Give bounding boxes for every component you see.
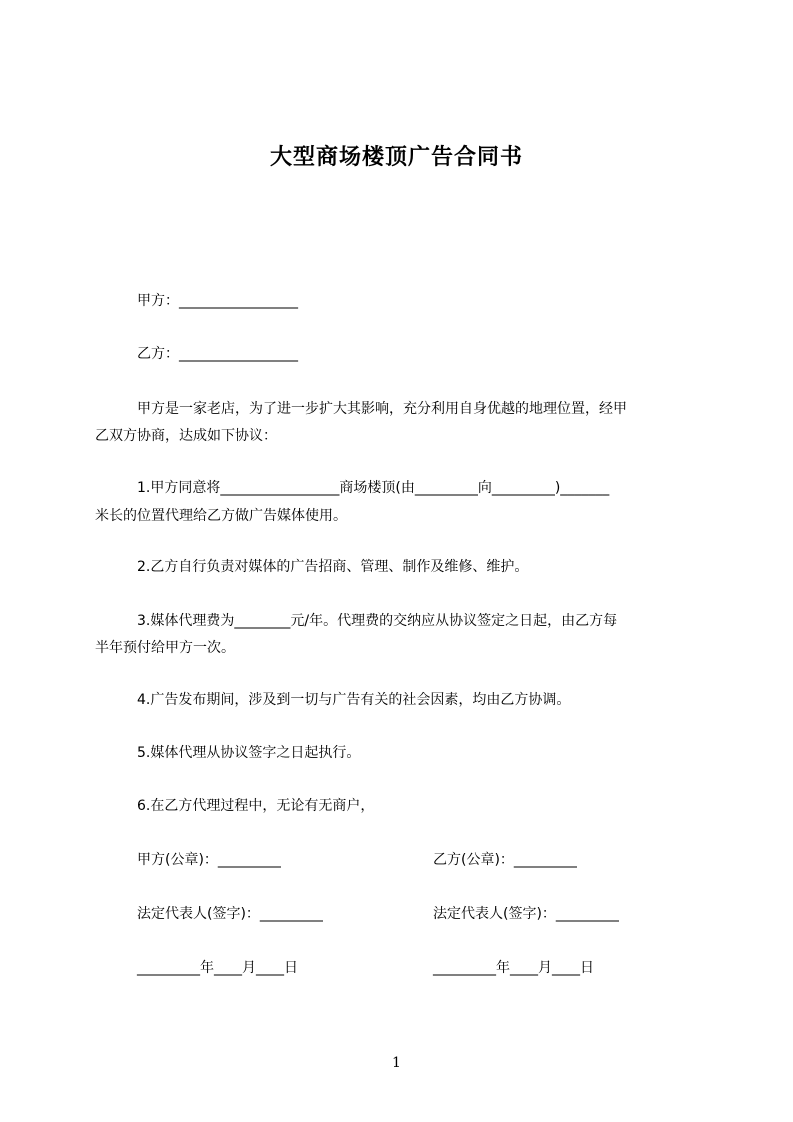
clause-2-line-1: 2.乙方自行负责对媒体的广告招商、管理、制作及维修、维护。 xyxy=(137,559,529,575)
clause-1-line-2: 米长的位置代理给乙方做广告媒体使用。 xyxy=(95,508,347,524)
clause-5-line-1: 5.媒体代理从协议签字之日起执行。 xyxy=(137,745,361,761)
party-b-line: 乙方：_________________ xyxy=(137,346,298,362)
intro-line-1: 甲方是一家老店，为了进一步扩大其影响，充分利用自身优越的地理位置，经甲 xyxy=(137,401,627,417)
page-number: 1 xyxy=(392,1055,401,1071)
party-b-seal: 乙方(公章)：_________ xyxy=(433,852,577,868)
party-a-representative: 法定代表人(签字)：_________ xyxy=(137,906,323,922)
clause-3-line-2: 半年预付给甲方一次。 xyxy=(95,640,235,656)
party-b-date: _________年____月____日 xyxy=(433,960,594,976)
clause-6-line-1: 6.在乙方代理过程中，无论有无商户， xyxy=(137,798,375,814)
party-b-representative: 法定代表人(签字)：_________ xyxy=(433,906,619,922)
clause-3-line-1: 3.媒体代理费为________元/年。代理费的交纳应从协议签定之日起，由乙方每 xyxy=(137,613,618,629)
clause-4-line-1: 4.广告发布期间，涉及到一切与广告有关的社会因素，均由乙方协调。 xyxy=(137,692,571,708)
party-a-seal: 甲方(公章)：_________ xyxy=(137,852,281,868)
party-a-line: 甲方：_________________ xyxy=(137,293,298,309)
party-a-date: _________年____月____日 xyxy=(137,960,298,976)
document-title: 大型商场楼顶广告合同书 xyxy=(269,145,523,170)
intro-line-2: 乙双方协商，达成如下协议： xyxy=(95,428,277,444)
clause-1-line-1: 1.甲方同意将_________________商场楼顶(由_________向_________)_______ xyxy=(137,480,610,496)
